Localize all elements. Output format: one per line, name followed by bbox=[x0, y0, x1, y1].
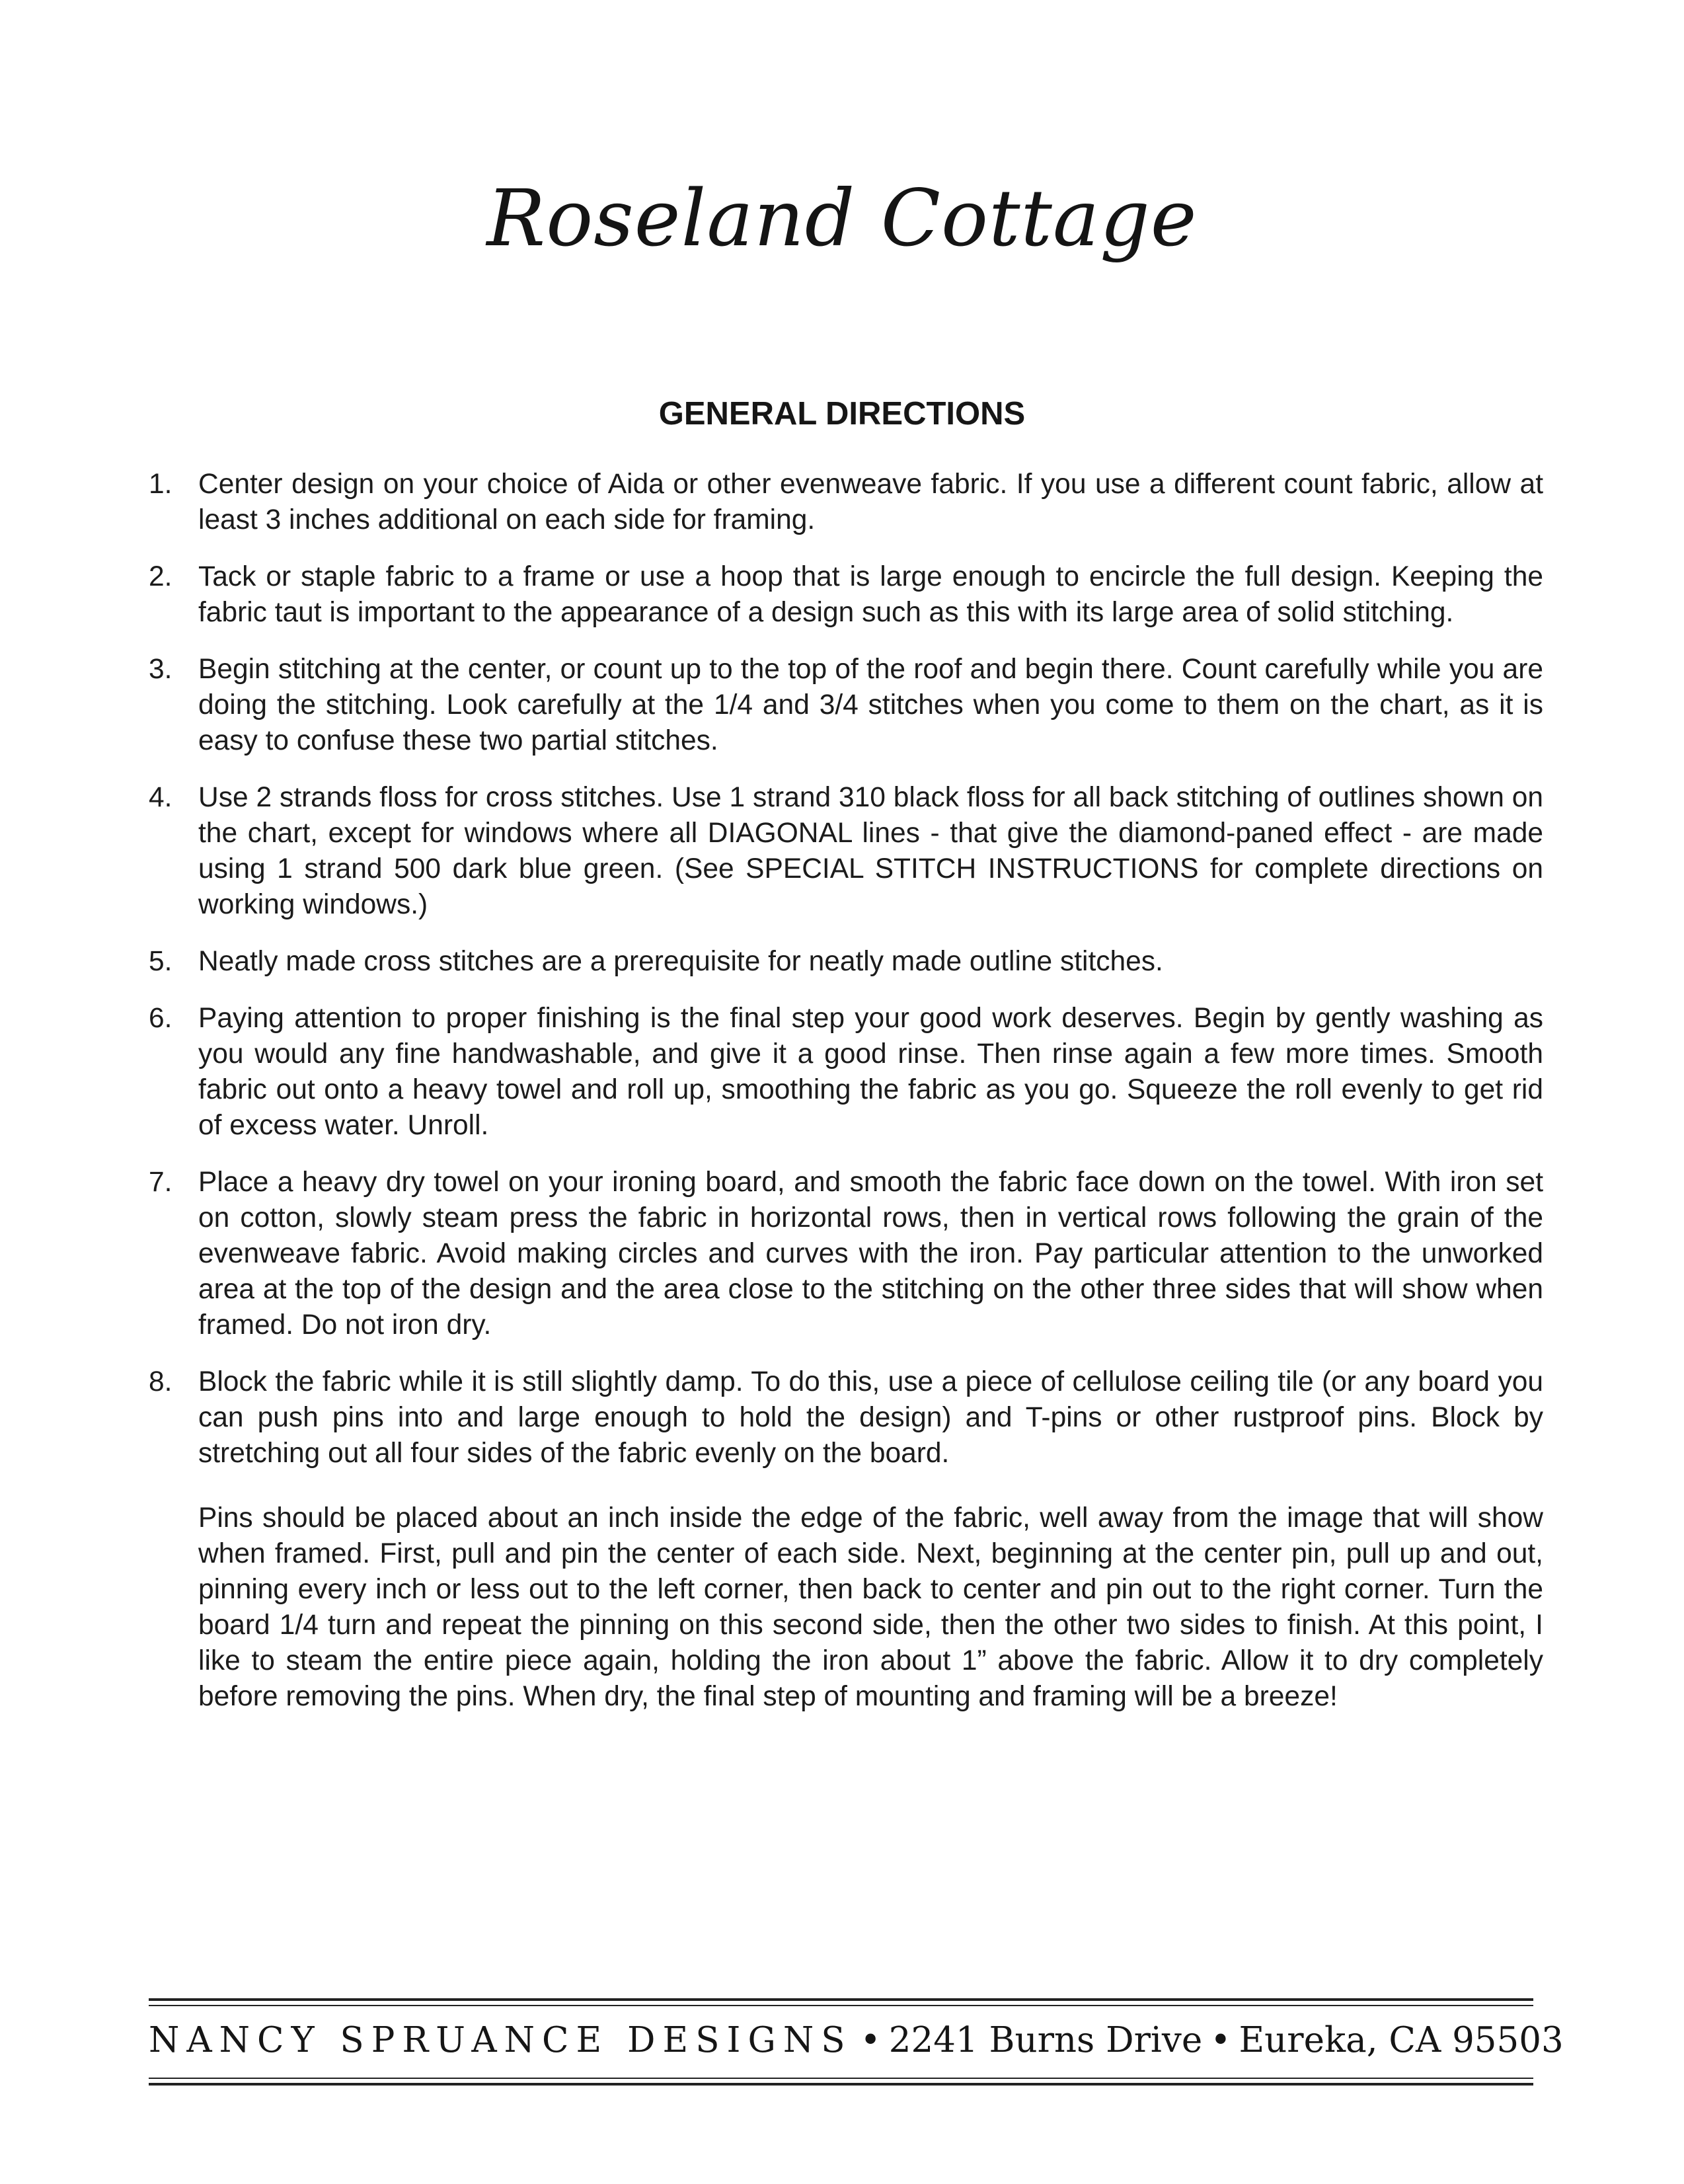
list-item bbox=[149, 467, 1543, 538]
list-item bbox=[149, 1165, 1543, 1343]
item-number: 5. bbox=[149, 946, 172, 977]
footer-rule-bottom-thin bbox=[149, 2078, 1533, 2079]
bullet-separator: • bbox=[860, 2020, 881, 2060]
item-text: Block the fabric while it is still slightly damp. To do this, use a piece of cellulose ceiling tile (or any board you can push pins into and large enough to hold the design) and T-pins or other rustproof pins. Block by stretching out all four sides of the fabric evenly on the board. bbox=[198, 1366, 1543, 1469]
item-number: 3. bbox=[149, 654, 172, 685]
item-text: Center design on your choice of Aida or other evenweave fabric. If you use a different count fabric, allow at least 3 inches additional on each side for framing. bbox=[198, 469, 1543, 535]
company-name: NANCY SPRUANCE DESIGNS bbox=[149, 2020, 853, 2060]
footer-rule-top-thin bbox=[149, 2005, 1533, 2006]
item-number: 6. bbox=[149, 1003, 172, 1034]
list-item bbox=[149, 780, 1543, 923]
item-number: 8. bbox=[149, 1366, 172, 1397]
list-item bbox=[149, 1364, 1543, 1715]
item-text-continued: Pins should be placed about an inch inside the edge of the fabric, well away from the image that will show when framed. First, pull and pin the center of each side. Next, beginning at the center pin, pull up and out, pinning every inch or less out to the left corner, then back to center and pin out to the right corner. Turn the board 1/4 turn and repeat the pinning on this second side, then the other two sides to finish. At this point, I like to steam the entire piece again, holding the iron about 1” above the fabric. Allow it to dry completely before removing the pins. When dry, the final step of mounting and framing will be a breeze! bbox=[198, 1502, 1543, 1712]
city-state-zip: Eureka, CA 95503 bbox=[1239, 2020, 1564, 2060]
footer-rule-bottom bbox=[149, 2083, 1533, 2086]
item-number: 1. bbox=[149, 469, 172, 500]
item-text: Neatly made cross stitches are a prerequisite for neatly made outline stitches. bbox=[198, 946, 1163, 977]
list-item bbox=[149, 1001, 1543, 1144]
street-address: 2241 Burns Drive bbox=[888, 2020, 1203, 2060]
list-item bbox=[149, 944, 1543, 980]
item-text: Paying attention to proper finishing is the final step your good work deserves. Begin by gently washing as you would any fine handwashable, and give it a good rinse. Then rinse again a few more times. Smooth fabric out onto a heavy towel and roll up, smoothing the fabric as you go. Squeeze the roll evenly to get rid of excess water. Unroll. bbox=[198, 1003, 1543, 1141]
item-text: Begin stitching at the center, or count up to the top of the roof and begin there. Count carefully while you are doing the stitching. Look carefully at the 1/4 and 3/4 stitches when you come to them on the chart, as it is easy to confuse these two partial stitches. bbox=[198, 654, 1543, 756]
footer-rule-top bbox=[149, 1998, 1533, 2001]
document-title: Roseland Cottage bbox=[486, 173, 1198, 264]
item-number: 4. bbox=[149, 782, 172, 813]
item-number: 2. bbox=[149, 561, 172, 592]
item-text: Tack or staple fabric to a frame or use a hoop that is large enough to encircle the full design. Keeping the fabric taut is important to the appearance of a design such as this with its large area of solid stitching. bbox=[198, 561, 1543, 628]
bullet-separator: • bbox=[1210, 2020, 1231, 2060]
footer-address-line bbox=[149, 2017, 1564, 2064]
directions-list bbox=[149, 467, 1543, 1736]
item-text: Place a heavy dry towel on your ironing board, and smooth the fabric face down on the towel. With iron set on cotton, slowly steam press the fabric in horizontal rows, then in vertical rows following the grain of the evenweave fabric. Avoid making circles and curves with the iron. Pay particular attention to the unworked area at the top of the design and the area close to the stitching on the other three sides that will show when framed. Do not iron dry. bbox=[198, 1167, 1543, 1341]
list-item bbox=[149, 559, 1543, 631]
section-heading: GENERAL DIRECTIONS bbox=[658, 396, 1026, 432]
list-item bbox=[149, 652, 1543, 759]
item-text: Use 2 strands floss for cross stitches. Use 1 strand 310 black floss for all back stitching of outlines shown on the chart, except for windows where all DIAGONAL lines - that give the diamond-paned effect - are made using 1 strand 500 dark blue green. (See SPECIAL STITCH INSTRUCTIONS for complete directions on working windows.) bbox=[198, 782, 1543, 920]
item-number: 7. bbox=[149, 1167, 172, 1198]
